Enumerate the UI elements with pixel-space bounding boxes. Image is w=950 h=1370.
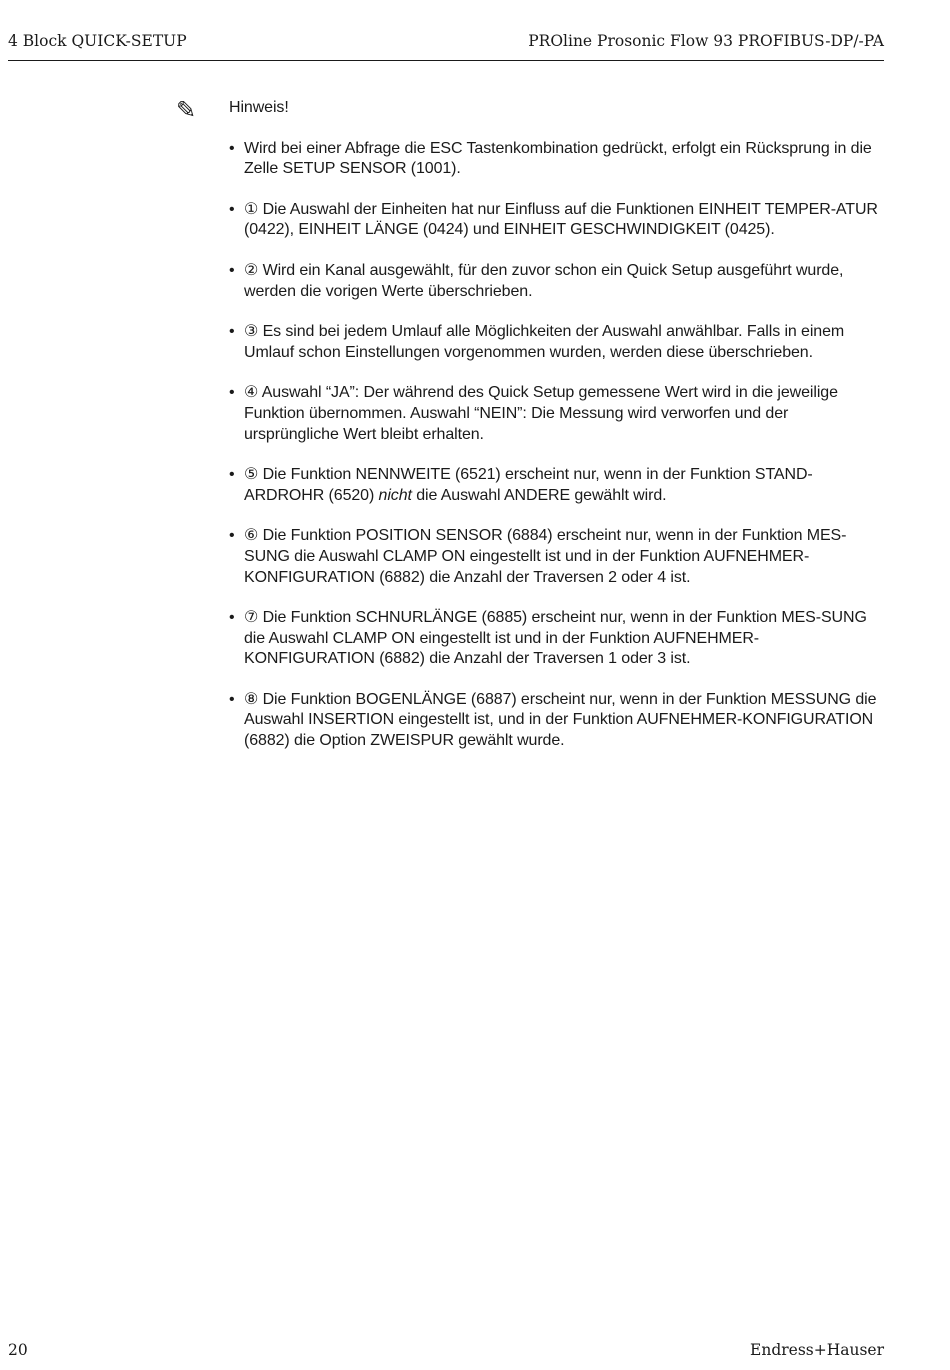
list-item [229,200,884,241]
list-item [229,261,884,302]
bullet: • [229,384,235,402]
list-item-text: ④ Auswahl “JA”: Der während des Quick Setup gemessene Wert wird in die jeweilige Funktion übernommen. Auswahl “NEIN”: Die Messung wird verworfen und der ursprüngliche Wert bleibt erhalten. [244,384,838,443]
product-title: PROline Prosonic Flow 93 PROFIBUS-DP/-PA [528,32,884,50]
chapter-title: 4 Block QUICK-SETUP [8,32,187,50]
bullet: • [229,690,235,708]
bullet: • [229,200,235,218]
bullet: • [229,323,235,341]
bullet: • [229,261,235,279]
list-item [229,690,884,752]
list-item [229,526,884,588]
list-item-text: ⑥ Die Funktion POSITION SENSOR (6884) erscheint nur, wenn in der Funktion MES-SUNG die Auswahl CLAMP ON eingestellt ist und in der Funktion AUFNEHMER-KONFIGURATION (6882) die Anzahl der Traversen 2 oder 4 ist. [244,527,847,586]
list-item-text: ⑧ Die Funktion BOGENLÄNGE (6887) erscheint nur, wenn in der Funktion MESSUNG die Auswahl INSERTION eingestellt ist, und in der Funktion AUFNEHMER-KONFIGURATION (6882) die Option ZWEISPUR gewählt wurde. [244,690,877,750]
page-header [8,30,884,61]
note-section [229,98,884,772]
bullet: • [229,466,235,484]
list-item-text: ① Die Auswahl der Einheiten hat nur Einfluss auf die Funktionen EINHEIT TEMPER-ATUR (0422), EINHEIT LÄNGE (0424) und EINHEIT GESCHWINDIGKEIT (0425). [244,200,878,239]
list-item [229,608,884,670]
list-item-text: Wird bei einer Abfrage die ESC Tastenkombination gedrückt, erfolgt ein Rücksprung in die Zelle SETUP SENSOR (1001). [244,139,872,178]
note-title: Hinweis! [229,99,289,116]
bullet: • [229,527,235,545]
list-item [229,139,884,180]
pencil-icon: ✎ [176,96,197,124]
list-item [229,322,884,363]
note-list [229,139,884,752]
text-part: ⑤ Die Funktion NENNWEITE (6521) erscheint nur, wenn in der Funktion STAND-ARDROHR (6520) [244,466,813,504]
list-item [229,465,884,506]
bullet: • [229,609,235,627]
brand-name: Endress+Hauser [750,1341,884,1359]
page-number: 20 [8,1341,28,1359]
list-item-text: ⑦ Die Funktion SCHNURLÄNGE (6885) erscheint nur, wenn in der Funktion MES-SUNG die Auswahl CLAMP ON eingestellt ist und in der Funktion AUFNEHMER-KONFIGURATION (6882) die Anzahl der Traversen 1 oder 3 ist. [244,609,867,668]
list-item-text: ② Wird ein Kanal ausgewählt, für den zuvor schon ein Quick Setup ausgeführt wurde, werden die vorigen Werte überschrieben. [244,261,844,300]
list-item-text [244,466,813,504]
text-part: die Auswahl ANDERE gewählt wird. [411,486,667,504]
emphasis-text: nicht [378,486,412,504]
list-item-text: ③ Es sind bei jedem Umlauf alle Möglichkeiten der Auswahl anwählbar. Falls in einem Umlauf schon Einstellungen vorgenommen wurden, werden diese überschrieben. [244,323,845,361]
list-item [229,383,884,445]
bullet: • [229,139,235,157]
